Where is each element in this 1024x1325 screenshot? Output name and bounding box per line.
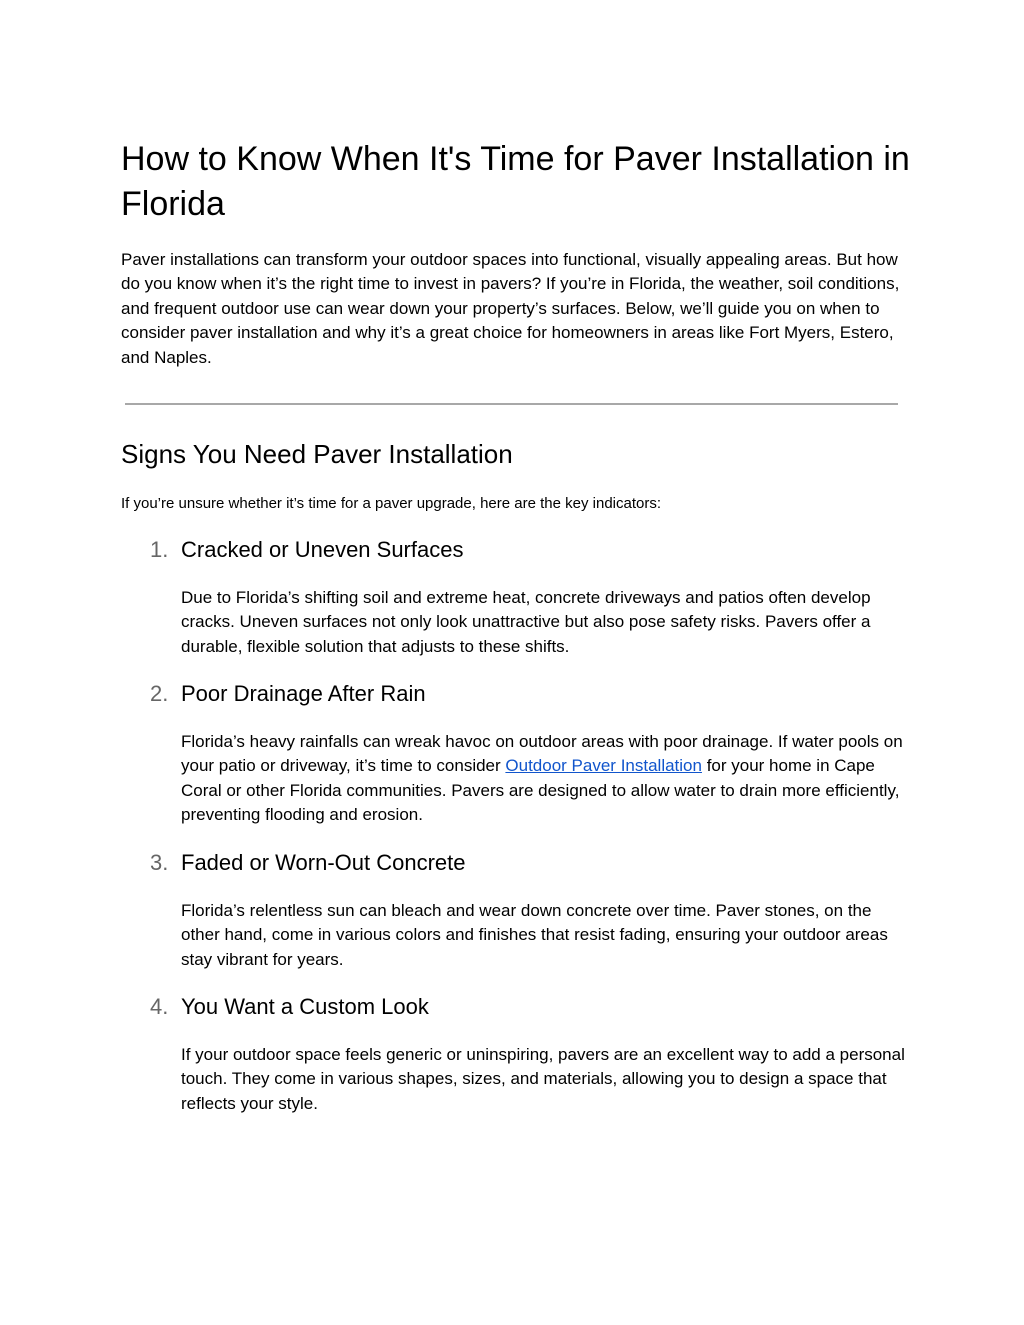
list-item-body [181, 730, 911, 828]
list-item-heading: Poor Drainage After Rain [181, 681, 426, 706]
list-item-number: 4. [150, 994, 169, 1019]
section-intro: If you’re unsure whether it’s time for a paver upgrade, here are the key indicators: [121, 495, 662, 512]
list-item-number: 1. [150, 537, 169, 562]
list-item-heading: You Want a Custom Look [181, 994, 429, 1019]
list-item-number: 2. [150, 681, 169, 706]
list-item-heading: Cracked or Uneven Surfaces [181, 537, 464, 562]
body-text: for your home in Cape Coral or other Florida communities. Pavers are designed to allow water to drain more efficiently, preventing flooding and erosion. [181, 756, 900, 825]
intro-paragraph: Paver installations can transform your outdoor spaces into functional, visually appealing areas. But how do you know when it’s the right time to invest in pavers? If you’re in Florida, the weather, soil conditions, and frequent outdoor use can wear down your property’s surfaces. Below, we’ll guide you on when to consider paver installation and why it’s a great choice for homeowners in areas like Fort Myers, Estero, and Naples. [121, 250, 900, 367]
list-item-number: 3. [150, 850, 169, 875]
section-divider [125, 403, 898, 405]
page-title: How to Know When It's Time for Paver Installation in Florida [121, 140, 910, 223]
body-text: Florida’s heavy rainfalls can wreak havoc on outdoor areas with poor drainage. If water pools on your patio or driveway, it’s time to consider [181, 732, 903, 776]
list-item-heading: Faded or Worn-Out Concrete [181, 850, 466, 875]
list-item-body: If your outdoor space feels generic or uninspiring, pavers are an excellent way to add a personal touch. They come in various shapes, sizes, and materials, allowing you to design a space that reflects your style. [181, 1045, 905, 1113]
list-item-body: Florida’s relentless sun can bleach and wear down concrete over time. Paver stones, on the other hand, come in various colors and finishes that resist fading, ensuring your outdoor areas stay vibrant for years. [181, 901, 888, 969]
section-heading: Signs You Need Paver Installation [121, 439, 513, 469]
outdoor-paver-installation-link[interactable]: Outdoor Paver Installation [505, 756, 702, 776]
list-item-body: Due to Florida’s shifting soil and extreme heat, concrete driveways and patios often develop cracks. Uneven surfaces not only look unattractive but also pose safety risks. Pavers offer a durable, flexible solution that adjusts to these shifts. [181, 588, 871, 656]
